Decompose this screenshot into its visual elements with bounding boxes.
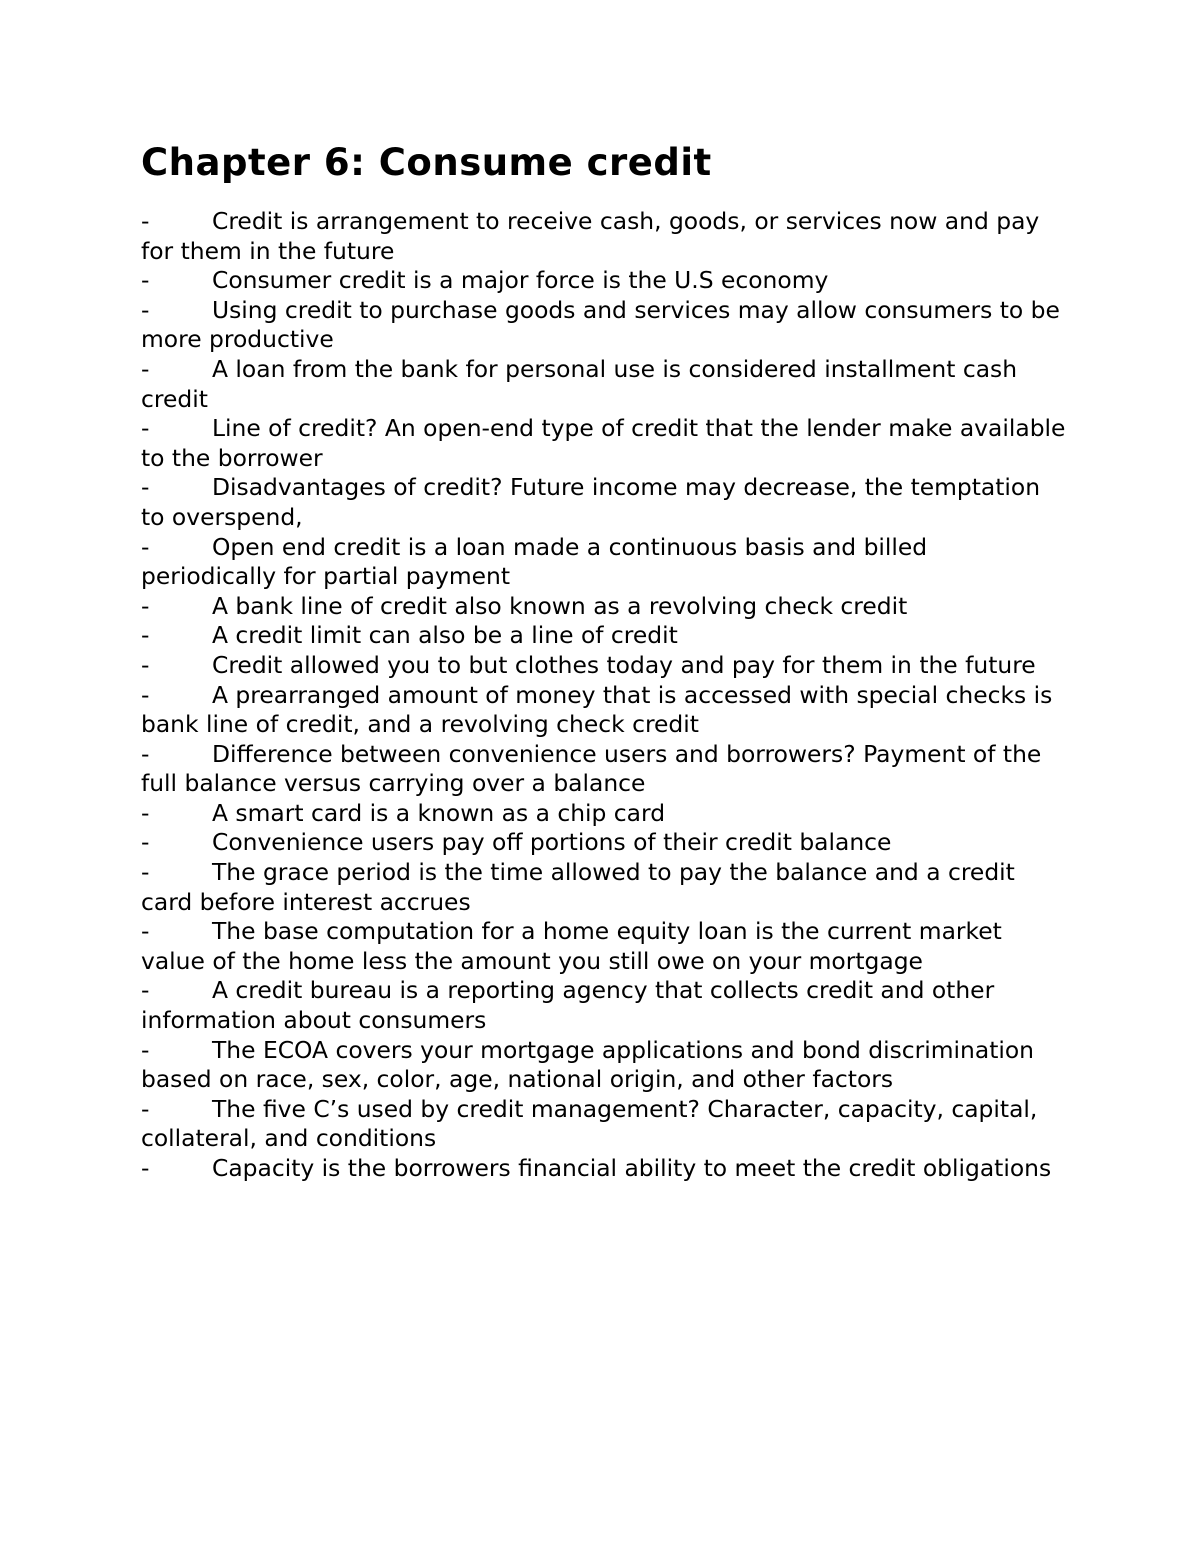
list-item [141,740,1066,799]
bullet-dash: - [141,621,150,650]
list-item-text: Using credit to purchase goods and services may allow consumers to be more productive [141,295,1060,354]
bullet-dash: - [141,976,150,1005]
list-item-text: The ECOA covers your mortgage applications and bond discrimination based on race, sex, color, age, national origin, and other factors [141,1035,1035,1094]
bullet-dash: - [141,207,150,235]
bullet-dash: - [141,858,150,887]
list-item-text: Capacity is the borrowers financial ability to meet the credit obligations [212,1154,1052,1182]
bullet-dash: - [141,650,150,679]
list-item [141,355,1066,414]
list-item-text: The grace period is the time allowed to pay the balance and a credit card before interest accrues [141,858,1015,916]
list-item [141,207,1066,266]
list-item-text: Credit allowed you to but clothes today and pay for them in the future [212,650,1036,679]
bullet-list [141,207,1066,1184]
list-item-text: Credit is arrangement to receive cash, goods, or services now and pay for them in the future [141,207,1040,265]
bullet-dash: - [141,591,150,620]
list-item-text: Open end credit is a loan made a continuous basis and billed periodically for partial payment [141,532,928,591]
list-item-text: A bank line of credit also known as a revolving check credit [212,591,908,620]
bullet-dash: - [141,1154,150,1182]
list-item [141,828,1066,858]
list-item-text: A smart card is a known as a chip card [212,798,666,827]
bullet-dash: - [141,1094,150,1123]
list-item [141,917,1066,976]
list-item-text: Line of credit? An open-end type of credit that the lender make available to the borrower [141,414,1066,472]
document-title: Chapter 6: Consume credit [141,141,712,184]
list-item [141,621,1066,651]
list-item [141,1154,1066,1184]
list-item [141,681,1066,740]
list-item-text: Difference between convenience users and borrowers? Payment of the full balance versus carrying over a balance [141,739,1042,798]
bullet-dash: - [141,414,150,443]
bullet-dash: - [141,354,150,383]
list-item [141,533,1066,592]
list-item-text: A loan from the bank for personal use is considered installment cash credit [141,354,1018,413]
list-item-text: Disadvantages of credit? Future income may decrease, the temptation to overspend, [141,473,1041,531]
bullet-dash: - [141,266,150,295]
list-item-text: A prearranged amount of money that is accessed with special checks is bank line of credit, and a revolving check credit [141,680,1053,739]
bullet-dash: - [141,828,150,857]
list-item-text: Convenience users pay off portions of their credit balance [212,828,892,857]
bullet-dash: - [141,295,150,324]
list-item [141,296,1066,355]
list-item-text: The five C’s used by credit management? Character, capacity, capital, collateral, and conditions [141,1094,1038,1153]
list-item-text: A credit bureau is a reporting agency that collects credit and other information about consumers [141,976,995,1035]
list-item-text: The base computation for a home equity loan is the current market value of the home less the amount you still owe on your mortgage [141,917,1002,975]
list-item [141,266,1066,296]
bullet-dash: - [141,1035,150,1064]
list-item [141,1036,1066,1095]
bullet-dash: - [141,680,150,709]
list-item-text: Consumer credit is a major force is the U.S economy [212,266,829,295]
list-item [141,414,1066,473]
bullet-dash: - [141,798,150,827]
bullet-dash: - [141,532,150,561]
list-item [141,651,1066,681]
list-item-text: A credit limit can also be a line of credit [212,621,678,650]
list-item [141,592,1066,622]
list-item [141,799,1066,829]
document-content [141,138,1066,1184]
list-item [141,1095,1066,1154]
bullet-dash: - [141,917,150,946]
list-item [141,976,1066,1035]
list-item [141,473,1066,532]
list-item [141,858,1066,917]
bullet-dash: - [141,473,150,502]
bullet-dash: - [141,739,150,768]
